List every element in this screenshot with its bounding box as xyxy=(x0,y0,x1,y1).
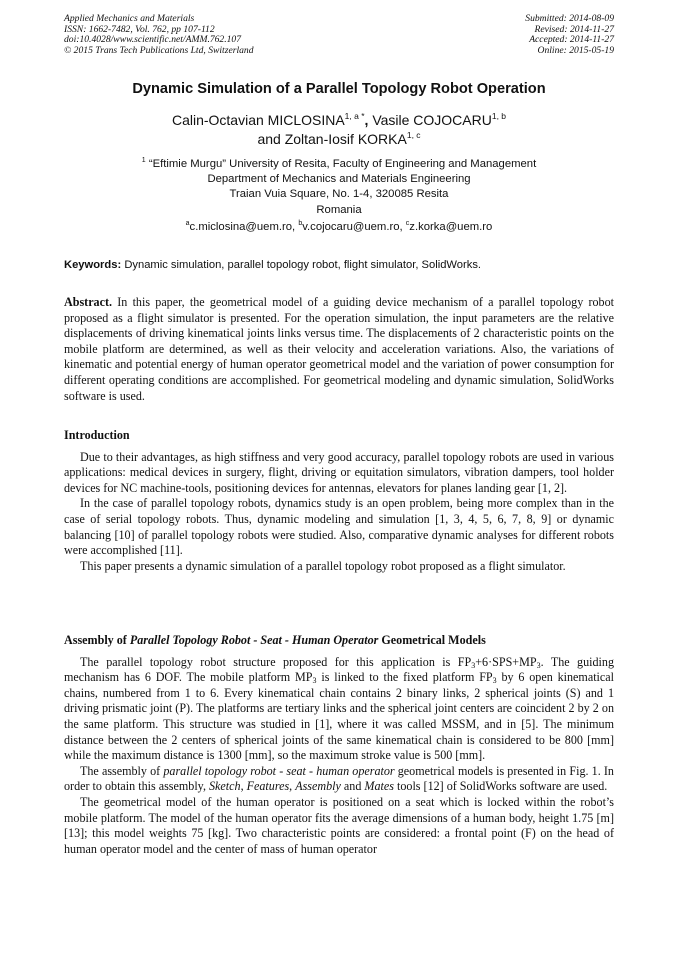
author-conjunction: and xyxy=(257,130,281,147)
keywords xyxy=(64,259,614,271)
paragraph: The parallel topology robot structure proposed for this application is $FP_3+6\cdot SPS+MP_3$. The guiding mechanism has 6 DOF. The mobile platform $MP_3$ is linked to the fixed platform $FP_3$ by 6 open kinematical chains, numbered from 1 to 6. Every kinematical chain contains 2 binary links, 2 spherical joints (S) and 1 driving prismatic joint (P). The platforms are tertiary links and the spherical joint centers are coincident 2 by 2 on the same platform. This structure was studied in [1], where it was called MSSM, and in [5]. The minimum distance between the 2 centers of spherical joints of the same kinematical chain is considered to be 800 [mm] while the maximum distance is 1300 [mm], so the maximum stroke value is 500 [mm]. xyxy=(64,654,615,763)
paragraph: The assembly of parallel topology robot - seat - human operator geometrical models is presented in Fig. 1. In order to obtain this assembly, Sketch, Features, Assembly and Mates tools [12] of SolidWorks software are used. xyxy=(64,763,614,794)
online-date: Online: 2015-05-19 xyxy=(537,44,614,56)
revised-date: Revised: 2014-11-27 xyxy=(534,23,614,35)
affiliation-line: “Eftimie Murgu” University of Resita, Faculty of Engineering and Management xyxy=(148,158,537,170)
paragraph: Due to their advantages, as high stiffness and very good accuracy, parallel topology robots are used in various applications: medical devices in surgery, flight, driving or equitation simulators, vibration dampers, tool holder devices for NC machine-tools, positioning devices for antennas, elevators for planes landing gear [1, 2]. xyxy=(64,449,614,495)
accepted-date: Accepted: 2014-11-27 xyxy=(529,34,614,46)
author-name: Calin-Octavian MICLOSINA xyxy=(171,112,345,128)
author-name: Zoltan-Iosif KORKA xyxy=(284,130,407,147)
abstract-section xyxy=(64,295,614,404)
email-link[interactable]: z.korka@uem.ro xyxy=(409,221,493,233)
submitted-date: Submitted: 2014-08-09 xyxy=(525,13,614,24)
keywords-text: Dynamic simulation, parallel topology robot, flight simulator, SolidWorks. xyxy=(124,259,482,271)
copyright-line: © 2015 Trans Tech Publications Ltd, Switzerland xyxy=(64,44,254,56)
email-superscript: b xyxy=(298,220,303,227)
email-superscript: a xyxy=(185,220,190,227)
email-link[interactable]: v.cojocaru@uem.ro xyxy=(302,221,400,233)
assembly-section xyxy=(64,633,614,857)
keywords-label: Keywords: xyxy=(64,259,122,271)
author-superscript: 1, a * xyxy=(344,111,365,121)
paragraph: In the case of parallel topology robots, dynamics study is an open problem, being more complex than in the case of serial topology robots. Thus, dynamic modeling and simulation [1, 3, 4, 5, 6, 7, 8, 9] or dynamic balancing [10] of parallel topology robots were studied. Also, comparative dynamic analyses for different robots were accomplished [11]. xyxy=(64,496,614,558)
affiliation-line: Romania xyxy=(316,203,362,216)
author-superscript: 1, b xyxy=(491,111,507,121)
abstract-label: Abstract. xyxy=(64,295,113,309)
affiliation-superscript: 1 xyxy=(141,157,146,164)
section-heading: Assembly of Parallel Topology Robot - Seat - Human Operator Geometrical Models xyxy=(64,633,486,647)
affiliation xyxy=(0,157,678,218)
journal-info xyxy=(64,14,254,56)
author-superscript: 1, c xyxy=(406,129,421,140)
dates-info xyxy=(525,14,614,56)
paper-title: Dynamic Simulation of a Parallel Topology Robot Operation xyxy=(132,81,546,97)
paragraph: The geometrical model of the human operator is positioned on a seat which is locked within the robot’s mobile platform. The model of the human operator fits the average dimensions of a human body, height 1.75 [m] [13]; this model weights 75 [kg]. Two characteristic points are considered: a frontal point (F) on the head of human operator model and the center of mass of human operator xyxy=(64,794,614,856)
introduction-section xyxy=(64,428,614,574)
author-name: Vasile COJOCARU xyxy=(372,112,492,128)
issn-line: ISSN: 1662-7482, Vol. 762, pp 107-112 xyxy=(64,23,215,35)
doi-line: doi:10.4028/www.scientific.net/AMM.762.107 xyxy=(64,34,242,46)
paragraph: This paper presents a dynamic simulation of a parallel topology robot proposed as a flight simulator. xyxy=(80,558,566,573)
affiliation-line: Traian Vuia Square, No. 1-4, 320085 Resita xyxy=(229,188,449,201)
affiliation-line: Department of Mechanics and Materials Engineering xyxy=(207,173,471,186)
section-heading: Introduction xyxy=(64,428,130,442)
author-list: Calin-Octavian $MICLOSINA^{1, a *}$, Vasile COJOCARU$^{1, b}$ and Zoltan-Iosif KORKA$^{1, c}$ xyxy=(171,111,507,147)
abstract-text: In this paper, the geometrical model of a guiding device mechanism of a parallel topology robot proposed as a flight simulator is presented. For the operation simulation, the input parameters are the relative displacements of driving kinematical joints links versus time. The displacements of 2 characteristic points on the mobile platform are determined, as well as their velocity and acceleration variations. Also, the variations of kinematic and potential energy of human operator geometrical model and the variation of power consumption for different operating conditions are accomplished. For geometrical modeling and dynamic simulation, SolidWorks software is used. xyxy=(64,295,614,403)
journal-name: Applied Mechanics and Materials xyxy=(64,13,195,24)
email-superscript: c xyxy=(405,220,410,227)
author-emails: $^a$c.miclosina@uem.ro, $^b$v.cojocaru@uem.ro, $^c$z.korka@uem.ro xyxy=(185,220,493,233)
email-link[interactable]: c.miclosina@uem.ro xyxy=(189,221,293,233)
